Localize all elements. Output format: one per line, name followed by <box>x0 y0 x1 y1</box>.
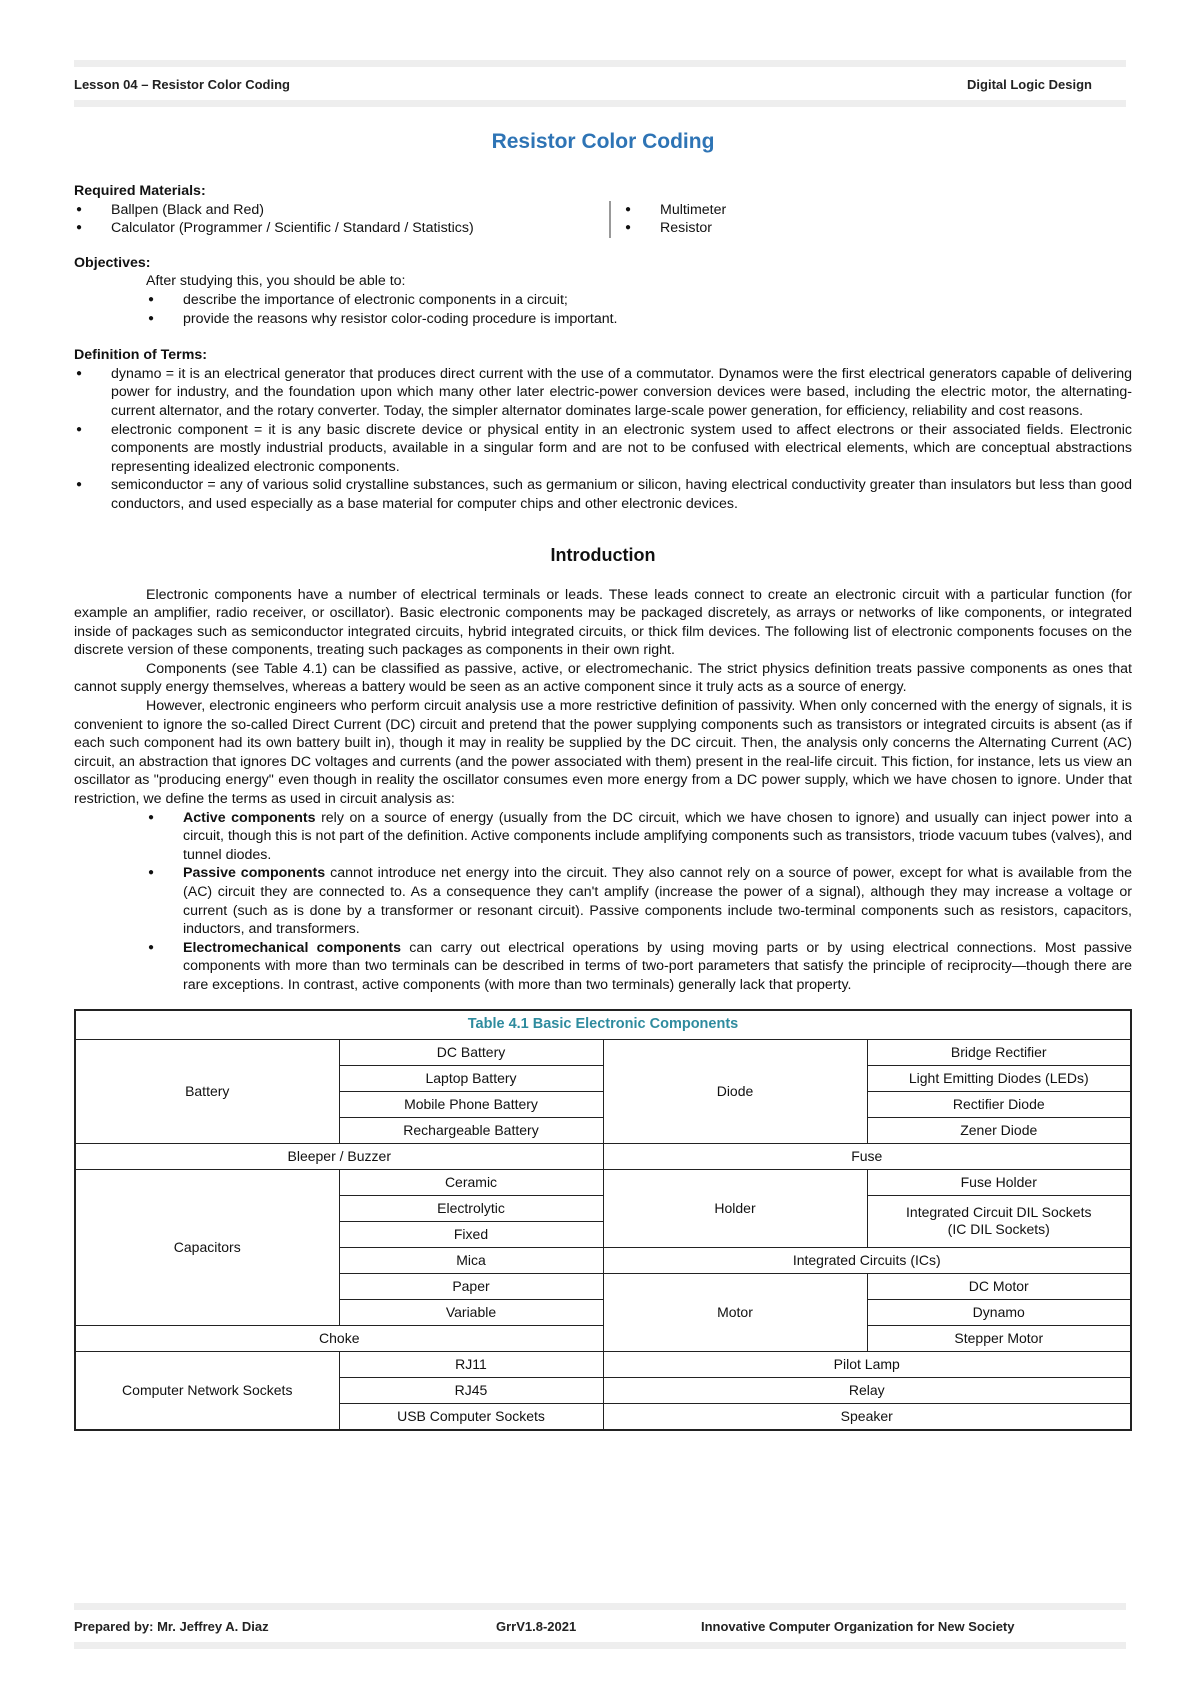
table-cell: Electrolytic <box>339 1195 603 1221</box>
materials-label: Required Materials: <box>74 183 206 199</box>
component-type-item <box>146 939 1132 995</box>
objectives-intro: After studying this, you should be able to: <box>146 273 406 290</box>
material-item: ● Multimeter <box>623 201 726 220</box>
table-cell: Laptop Battery <box>339 1065 603 1091</box>
header-band-bottom <box>74 100 1126 107</box>
component-type-text: cannot introduce net energy into the circuit. They also cannot rely on a source of power, except for what is available from the (AC) circuit they are connected to. As a consequence they can't amplify (increase the power of a signal), although they may increase a voltage or current (such as is done by a transformer or resonant circuit). Passive components include two-terminal components such as resistors, capacitors, inductors, and transformers. <box>183 865 1132 938</box>
table-cell: Relay <box>603 1377 1131 1403</box>
intro-paragraph: Electronic components have a number of electrical terminals or leads. These leads connect to create an electronic circuit with a particular function (for example an amplifier, radio receiver, or oscillator). Basic electronic components may be packaged discretely, as arrays or networks of like components, or integrated inside of packages such as semiconductor integrated circuits, hybrid integrated circuits, or thick film devices. The following list of electronic components focuses on the discrete version of these components, treating such packages as components in their own right. <box>74 586 1132 659</box>
component-types-list <box>146 809 1132 995</box>
intro-paragraph: However, electronic engineers who perform circuit analysis use a more restrictive definition of passivity. When only concerned with the energy of signals, it is convenient to ignore the so-called Direct Current (DC) circuit and pretend that the power supplying components such as transistors or integrated circuits is absent (as if each such component had its own battery built in), though it may in reality be supplied by the DC circuit. Then, the analysis only concerns the Alternating Current (AC) circuit, an abstraction that ignores DC voltages and currents (and the power associated with them) present in the real-life circuit. This fiction, for instance, lets us view an oscillator as "producing energy" even though in reality the oscillator consumes even more energy from a DC power supply, which we have chosen to ignore. Under that restriction, we define the terms as used in circuit analysis as: <box>74 698 1132 808</box>
table-cell: Rectifier Diode <box>867 1091 1131 1117</box>
table-cell: Variable <box>339 1299 603 1325</box>
table-cell: Motor <box>603 1273 867 1351</box>
component-type-text: can carry out electrical operations by using moving parts or by using electrical connections. Most passive components with more than two terminals can be described in terms of two-port parameters that satisfy the principle of reciprocity—though there are rare exceptions. In contrast, active components (with more than two terminals) generally lack that property. <box>183 939 1132 993</box>
table-cell: Diode <box>603 1039 867 1143</box>
table-cell: Bleeper / Buzzer <box>75 1143 603 1169</box>
header-course-title: Digital Logic Design <box>967 77 1092 92</box>
introduction-title: Introduction <box>550 544 656 565</box>
table-cell: Capacitors <box>75 1169 339 1325</box>
table-cell: Rechargeable Battery <box>339 1117 603 1143</box>
table-caption: Table 4.1 Basic Electronic Components <box>75 1010 1131 1040</box>
table-cell: Choke <box>75 1325 603 1351</box>
table-cell: Fuse Holder <box>867 1169 1131 1195</box>
material-item: ● Ballpen (Black and Red) <box>74 201 609 220</box>
definitions-section <box>74 346 1132 513</box>
table-cell: Paper <box>339 1273 603 1299</box>
table-cell: Fuse <box>603 1143 1131 1169</box>
objectives-section <box>74 254 1132 328</box>
table-cell: Pilot Lamp <box>603 1351 1131 1377</box>
table-cell: Integrated Circuits (ICs) <box>603 1247 1131 1273</box>
intro-paragraph: Components (see Table 4.1) can be classified as passive, active, or electromechanic. The strict physics definition treats passive components as ones that cannot supply energy themselves, whereas a battery would be seen as an active component since it truly acts as a source of energy. <box>74 660 1132 696</box>
header-lesson-title: Lesson 04 – Resistor Color Coding <box>74 77 290 92</box>
objectives-label: Objectives: <box>74 254 151 271</box>
table-cell: DC Battery <box>339 1039 603 1065</box>
component-type-item <box>146 809 1132 865</box>
definition-item: ● semiconductor = any of various solid crystalline substances, such as germanium or silicon, having electrical conductivity greater than insulators but less than good conductors, and used especially as a base material for computer chips and other electronic devices. <box>74 476 1132 513</box>
footer-author: Prepared by: Mr. Jeffrey A. Diaz <box>74 1619 269 1634</box>
table-cell: Dynamo <box>867 1299 1131 1325</box>
table-cell: Zener Diode <box>867 1117 1131 1143</box>
component-type-term: Active components <box>183 809 316 826</box>
component-type-term: Passive components <box>183 865 326 882</box>
main-content <box>74 130 1132 1431</box>
table-cell: Stepper Motor <box>867 1325 1131 1351</box>
page-header <box>74 60 1126 107</box>
footer-version: GrrV1.8-2021 <box>496 1619 577 1634</box>
footer-organization: Innovative Computer Organization for New Society <box>701 1619 1015 1634</box>
table-cell: USB Computer Sockets <box>339 1403 603 1430</box>
materials-section <box>74 182 1132 238</box>
table-cell: RJ45 <box>339 1377 603 1403</box>
definitions-label: Definition of Terms: <box>74 347 207 364</box>
table-cell: Holder <box>603 1169 867 1247</box>
document-title: Resistor Color Coding <box>491 130 715 153</box>
objective-item: ● describe the importance of electronic components in a circuit; <box>146 291 1132 310</box>
definition-item: ● dynamo = it is an electrical generator that produces direct current with the use of a commutator. Dynamos were the first electrical generators capable of delivering power for industry, and the foundation upon which many other later electric-power conversion devices were based, including the electric motor, the alternating-current alternator, and the rotary converter. Today, the simpler alternator dominates large-scale power generation, for efficiency, reliability and cost reasons. <box>74 365 1132 421</box>
table-cell: Bridge Rectifier <box>867 1039 1131 1065</box>
component-type-text: rely on a source of energy (usually from the DC circuit, which we have chosen to ignore) and usually can inject power into a circuit, though this is not part of the definition. Active components include amplifying components such as transistors, triode vacuum tubes (valves), and tunnel diodes. <box>183 809 1132 863</box>
table-cell: Ceramic <box>339 1169 603 1195</box>
component-type-item <box>146 864 1132 938</box>
table-cell: Mica <box>339 1247 603 1273</box>
table-cell <box>867 1195 1131 1247</box>
component-type-term: Electromechanical components <box>183 939 402 956</box>
table-cell: Fixed <box>339 1221 603 1247</box>
table-cell: Mobile Phone Battery <box>339 1091 603 1117</box>
material-item: ● Resistor <box>623 219 726 238</box>
table-cell: RJ11 <box>339 1351 603 1377</box>
table-cell: Computer Network Sockets <box>75 1351 339 1430</box>
definition-item: ● electronic component = it is any basic discrete device or physical entity in an electronic system used to affect electrons or their associated fields. Electronic components are mostly industrial products, available in a singular form and are not to be confused with electrical elements, which are conceptual abstractions representing idealized electronic components. <box>74 421 1132 477</box>
page-footer <box>74 1603 1126 1649</box>
ic-sockets-line: (IC DIL Sockets) <box>947 1221 1050 1238</box>
ic-sockets-line: Integrated Circuit DIL Sockets <box>906 1204 1092 1221</box>
objective-item: ● provide the reasons why resistor color-coding procedure is important. <box>146 310 1132 329</box>
table-cell: Battery <box>75 1039 339 1143</box>
footer-band-top <box>74 1603 1126 1610</box>
footer-band-bottom <box>74 1642 1126 1649</box>
header-band-top <box>74 60 1126 67</box>
components-table <box>74 1009 1132 1431</box>
table-cell: Light Emitting Diodes (LEDs) <box>867 1065 1131 1091</box>
table-cell: DC Motor <box>867 1273 1131 1299</box>
material-item: ● Calculator (Programmer / Scientific / Standard / Statistics) <box>74 219 609 238</box>
table-cell: Speaker <box>603 1403 1131 1430</box>
